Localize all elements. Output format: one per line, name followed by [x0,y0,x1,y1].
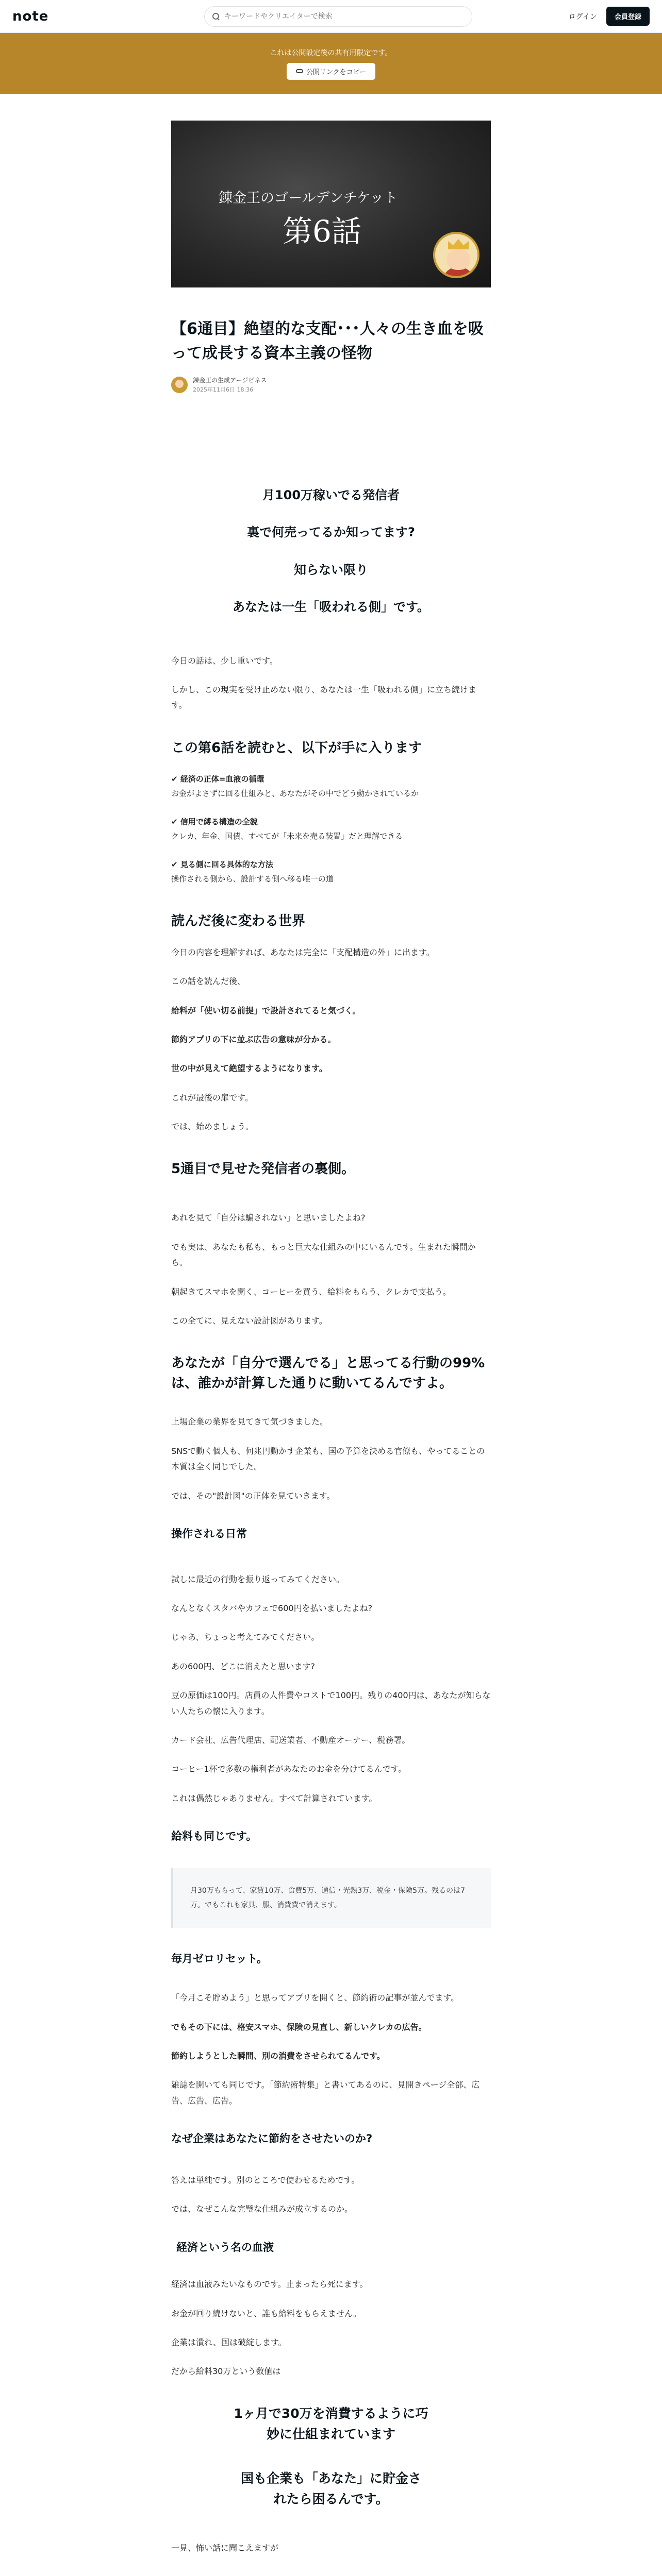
paragraph: 給料が「使い切る前提」で設計されてると気づく。 [171,1005,361,1015]
check-item [171,815,491,844]
copy-link-button[interactable] [287,63,375,80]
quote-block: 月30万もらって、家賃10万、食費5万、通信・光熱3万、税金・保険5万。残るのは7万。でもこれも家具、服、消費費で消えます。 [171,1868,491,1928]
eyecatch-subtitle: 錬金王のゴールデンチケット [219,190,398,206]
paragraph: じゃあ、ちょっと考えてみてください。 [171,1632,320,1642]
heading-salary: 給料も同じです。 [171,1830,257,1843]
paragraph: SNSで動く個人も、何兆円動かす企業も、国の予算を決める官僚も、やってることの本質は全く同じでした。 [171,1446,485,1472]
check-title: ✔ 経済の正体=血液の循環 [171,774,264,784]
paragraph: 節約しようとした瞬間、別の消費をさせられてるんです。 [171,2051,385,2061]
paragraph: 朝起きてスマホを開く、コーヒーを買う、給料をもらう、クレカで支払う。 [171,1286,451,1297]
check-text: 操作される側から、設計する側へ移る唯一の道 [171,874,334,884]
paragraph: 豆の原価は100円。店員の人件費やコストで100円。残りの400円は、あなたが知らない人たちの懐に入ります。 [171,1690,491,1716]
lead-section [171,485,491,617]
paragraph: あの600円、どこに消えたと思います? [171,1661,316,1671]
check-title: ✔ 見る側に回る具体的な方法 [171,859,273,869]
paragraph: でもその下には、格安スマホ、保険の見直し、新しいクレカの広告。 [171,2022,427,2032]
search-box[interactable] [204,6,472,27]
lead-line: 知らない限り [294,562,368,577]
paragraph: 今日の話は、少し重いです。 [171,655,278,666]
paragraph: では、なぜこんな完璧な仕組みが成立するのか。 [171,2204,353,2214]
paragraph: あれを見て「自分は騙されない」と思いましたよね? [171,1213,366,1223]
top-header [0,0,662,33]
king-mascot-icon [433,232,479,278]
publish-date: 2025年11月6日 18:36 [193,386,254,393]
paragraph: 企業は潰れ、国は破綻します。 [171,2337,287,2347]
paragraph: しかし、この現実を受け止めない限り、あなたは一生「吸われる側」に立ち続けます。 [171,684,477,710]
lead-line: 月100万稼いでる発信者 [262,488,400,502]
paragraph: だから給料30万という数値は [171,2366,281,2377]
paragraph: これが最後の扉です。 [171,1092,253,1103]
author-avatar[interactable] [171,377,188,393]
paragraph: お金が回り続けないと、誰も給料をもらえません。 [171,2308,361,2318]
paragraph: 経済は血液みたいなものです。止まったら死にます。 [171,2279,368,2290]
paragraph: 一見、怖い話に聞こえますが [171,2543,279,2553]
paragraph: この話を読んだ後、 [171,976,246,987]
check-title: ✔ 信用で縛る構造の全貌 [171,817,258,826]
heading-blood: 経済という名の血液 [176,2241,274,2253]
article [171,121,491,2556]
eyecatch-episode: 第6話 [283,214,361,249]
search-input[interactable] [224,12,465,21]
signup-button[interactable]: 会員登録 [606,7,650,26]
check-text: お金がよさずに回る仕組みと、あなたがその中でどう動かされているか [171,789,419,799]
check-text: クレカ、年金、国債、すべてが「未来を売る装置」だと理解できる [171,832,403,841]
eyecatch-image [171,121,491,287]
paragraph: 上場企業の業界を見てきて気づきました。 [171,1417,328,1427]
share-banner [0,33,662,94]
check-item [171,857,491,887]
heading-why: なぜ企業はあなたに節約をさせたいのか? [171,2132,373,2145]
emphasis-block: 1ヶ月で30万を消費するように巧妙に仕組まれています [234,2405,428,2442]
article-body [171,653,491,2556]
share-banner-text: これは公開設定後の共有用限定です。 [270,48,392,57]
heading-world: 読んだ後に変わる世界 [171,913,306,929]
paragraph: 答えは単純です。別のところで使わせるためです。 [171,2175,360,2185]
lead-line: あなたは一生「吸われる側」です。 [232,600,430,615]
note-logo[interactable]: note [12,8,49,24]
paragraph: 「今月こそ貯めよう」と思ってアプリを開くと、節約術の記事が並んでます。 [171,1993,459,2003]
login-link[interactable]: ログイン [568,12,597,21]
heading-operated: 操作される日常 [171,1527,247,1540]
check-item [171,772,491,801]
paragraph: コーヒー1杯で多数の権利者があなたのお金を分けてるんです。 [171,1764,407,1774]
paragraph: これは偶然じゃありません。すべて計算されています。 [171,1793,377,1803]
paragraph: では、その"設計図"の正体を見ていきます。 [171,1490,335,1501]
paragraph: 試しに最近の行動を振り返ってみてください。 [171,1574,345,1584]
paragraph: 世の中が見えて絶望するようになります。 [171,1063,327,1074]
link-icon [296,69,303,73]
author-name[interactable]: 錬金王の生成アージビネス [193,377,267,384]
paragraph: 雑誌を開いても同じです。「節約術特集」と書いてあるのに、見開きページ全部、広告、広告、広告。 [171,2080,480,2106]
paragraph: この全てに、見えない設計図があります。 [171,1316,327,1326]
author-block [171,376,491,394]
paragraph: 節約アプリの下に並ぶ広告の意味が分かる。 [171,1034,336,1044]
copy-link-label: 公開リンクをコピー [306,68,367,76]
header-actions [569,7,650,26]
heading-gain: この第6話を読むと、以下が手に入ります [171,740,422,756]
paragraph: でも実は、あなたも私も、もっと巨大な仕組みの中にいるんです。生まれた瞬間から。 [171,1242,476,1268]
search-icon [212,12,220,21]
heading-choose: あなたが「自分で選んでる」と思ってる行動の99%は、誰かが計算した通りに動いてるんですよ。 [171,1355,485,1392]
heading-reset: 毎月ゼロリセット。 [171,1952,268,1965]
heading-backside: 5通目で見せた発信者の裏側。 [171,1161,355,1177]
lead-line: 裏で何売ってるか知ってます? [247,525,415,540]
paragraph: では、始めましょう。 [171,1122,254,1132]
paragraph: 今日の内容を理解すれば、あなたは完全に「支配構造の外」に出ます。 [171,947,435,957]
emphasis-block: 国も企業も「あなた」に貯金されたら困るんです。 [240,2470,421,2506]
paragraph: なんとなくスタバやカフェで600円を払いましたよね? [171,1603,373,1613]
paragraph: カード会社、広告代理店、配送業者、不動産オーナー、税務署。 [171,1735,410,1745]
article-title: 【6通目】絶望的な支配･･･人々の生き血を吸って成長する資本主義の怪物 [171,320,484,362]
